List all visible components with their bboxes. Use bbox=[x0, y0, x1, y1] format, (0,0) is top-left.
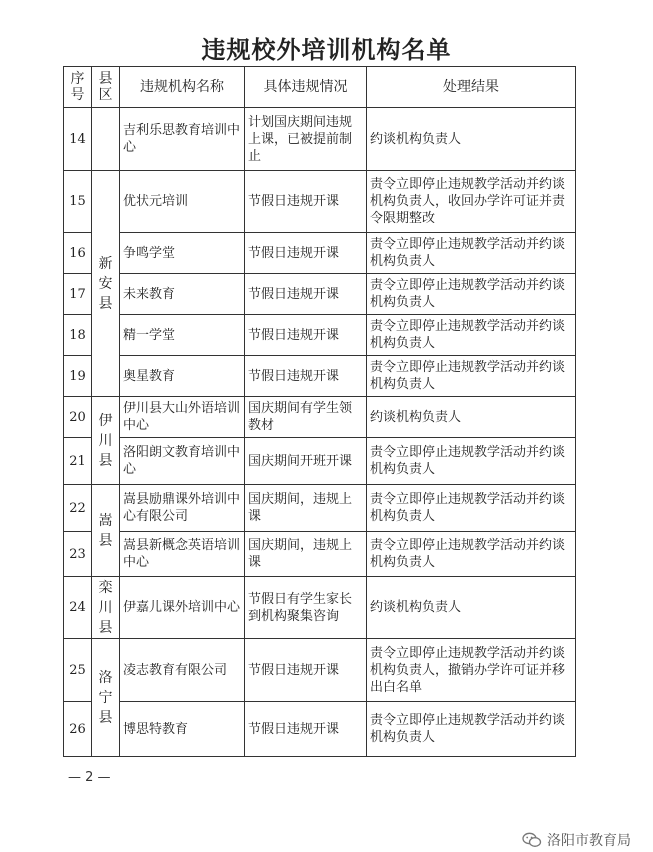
handling-result: 约谈机构负责人 bbox=[367, 108, 576, 171]
violation-detail: 节假日违规开课 bbox=[245, 639, 367, 702]
institution-name: 凌志教育有限公司 bbox=[120, 639, 245, 702]
row-seq: 21 bbox=[64, 438, 92, 485]
row-seq: 14 bbox=[64, 108, 92, 171]
page-number: — 2 — bbox=[68, 770, 111, 785]
table-row bbox=[64, 233, 576, 274]
row-seq: 20 bbox=[64, 397, 92, 438]
table-row bbox=[64, 274, 576, 315]
wechat-icon bbox=[522, 832, 542, 848]
violation-detail: 节假日违规开课 bbox=[245, 171, 367, 233]
institution-name: 博思特教育 bbox=[120, 702, 245, 757]
county-cell bbox=[92, 639, 120, 757]
institution-name: 伊川县大山外语培训中心 bbox=[120, 397, 245, 438]
row-seq: 17 bbox=[64, 274, 92, 315]
violation-detail: 国庆期间，违规上课 bbox=[245, 532, 367, 577]
table-row bbox=[64, 577, 576, 639]
header-seq: 序号 bbox=[64, 67, 92, 108]
row-seq: 25 bbox=[64, 639, 92, 702]
watermark bbox=[522, 830, 631, 850]
row-seq: 16 bbox=[64, 233, 92, 274]
row-seq: 26 bbox=[64, 702, 92, 757]
county-name: 伊川县 bbox=[98, 412, 113, 469]
table-row bbox=[64, 702, 576, 757]
row-seq: 19 bbox=[64, 356, 92, 397]
violation-detail: 节假日有学生家长到机构聚集咨询 bbox=[245, 577, 367, 639]
county-cell bbox=[92, 577, 120, 639]
page-title: 违规校外培训机构名单 bbox=[201, 36, 452, 64]
institution-name: 未来教育 bbox=[120, 274, 245, 315]
institution-name: 优状元培训 bbox=[120, 171, 245, 233]
row-seq: 24 bbox=[64, 577, 92, 639]
watermark-text: 洛阳市教育局 bbox=[547, 833, 631, 849]
handling-result: 责令立即停止违规教学活动并约谈机构负责人 bbox=[367, 702, 576, 757]
header-result: 处理结果 bbox=[367, 67, 576, 108]
violation-detail: 国庆期间有学生领教材 bbox=[245, 397, 367, 438]
institution-name: 吉利乐思教育培训中心 bbox=[120, 108, 245, 171]
county-name: 栾川县 bbox=[98, 579, 113, 636]
county-name: 洛宁县 bbox=[98, 669, 113, 726]
institution-name: 洛阳朗文教育培训中心 bbox=[120, 438, 245, 485]
institution-name: 嵩县励鼎课外培训中心有限公司 bbox=[120, 485, 245, 532]
county-cell bbox=[92, 171, 120, 397]
handling-result: 责令立即停止违规教学活动并约谈机构负责人，收回办学许可证并责令限期整改 bbox=[367, 171, 576, 233]
institution-name: 嵩县新概念英语培训中心 bbox=[120, 532, 245, 577]
table-row bbox=[64, 315, 576, 356]
handling-result: 责令立即停止违规教学活动并约谈机构负责人 bbox=[367, 485, 576, 532]
table-row bbox=[64, 108, 576, 171]
header-violation: 具体违规情况 bbox=[245, 67, 367, 108]
row-seq: 22 bbox=[64, 485, 92, 532]
violation-detail: 节假日违规开课 bbox=[245, 356, 367, 397]
violation-detail: 节假日违规开课 bbox=[245, 315, 367, 356]
handling-result: 责令立即停止违规教学活动并约谈机构负责人 bbox=[367, 315, 576, 356]
table-row bbox=[64, 171, 576, 233]
handling-result: 责令立即停止违规教学活动并约谈机构负责人，撤销办学许可证并移出白名单 bbox=[367, 639, 576, 702]
table-row bbox=[64, 356, 576, 397]
handling-result: 责令立即停止违规教学活动并约谈机构负责人 bbox=[367, 356, 576, 397]
handling-result: 责令立即停止违规教学活动并约谈机构负责人 bbox=[367, 274, 576, 315]
county-cell bbox=[92, 485, 120, 577]
county-cell-blank bbox=[92, 108, 120, 171]
violation-detail: 节假日违规开课 bbox=[245, 702, 367, 757]
table-row bbox=[64, 397, 576, 438]
row-seq: 18 bbox=[64, 315, 92, 356]
institution-name: 精一学堂 bbox=[120, 315, 245, 356]
table-row bbox=[64, 485, 576, 532]
violation-detail: 国庆期间，违规上课 bbox=[245, 485, 367, 532]
institution-name: 争鸣学堂 bbox=[120, 233, 245, 274]
table-row bbox=[64, 639, 576, 702]
institution-name: 奥星教育 bbox=[120, 356, 245, 397]
institution-name: 伊嘉儿课外培训中心 bbox=[120, 577, 245, 639]
handling-result: 责令立即停止违规教学活动并约谈机构负责人 bbox=[367, 233, 576, 274]
table-header-row bbox=[64, 67, 576, 108]
handling-result: 约谈机构负责人 bbox=[367, 577, 576, 639]
header-county: 县区 bbox=[92, 67, 120, 108]
violation-detail: 计划国庆期间违规上课，已被提前制止 bbox=[245, 108, 367, 171]
handling-result: 责令立即停止违规教学活动并约谈机构负责人 bbox=[367, 438, 576, 485]
county-name: 嵩县 bbox=[98, 512, 113, 549]
row-seq: 23 bbox=[64, 532, 92, 577]
violations-table bbox=[63, 66, 576, 757]
row-seq: 15 bbox=[64, 171, 92, 233]
table-row bbox=[64, 532, 576, 577]
violation-detail: 节假日违规开课 bbox=[245, 274, 367, 315]
county-cell bbox=[92, 397, 120, 485]
violation-detail: 节假日违规开课 bbox=[245, 233, 367, 274]
handling-result: 责令立即停止违规教学活动并约谈机构负责人 bbox=[367, 532, 576, 577]
county-name: 新安县 bbox=[98, 255, 113, 312]
table-row bbox=[64, 438, 576, 485]
handling-result: 约谈机构负责人 bbox=[367, 397, 576, 438]
violation-detail: 国庆期间开班开课 bbox=[245, 438, 367, 485]
header-name: 违规机构名称 bbox=[120, 67, 245, 108]
